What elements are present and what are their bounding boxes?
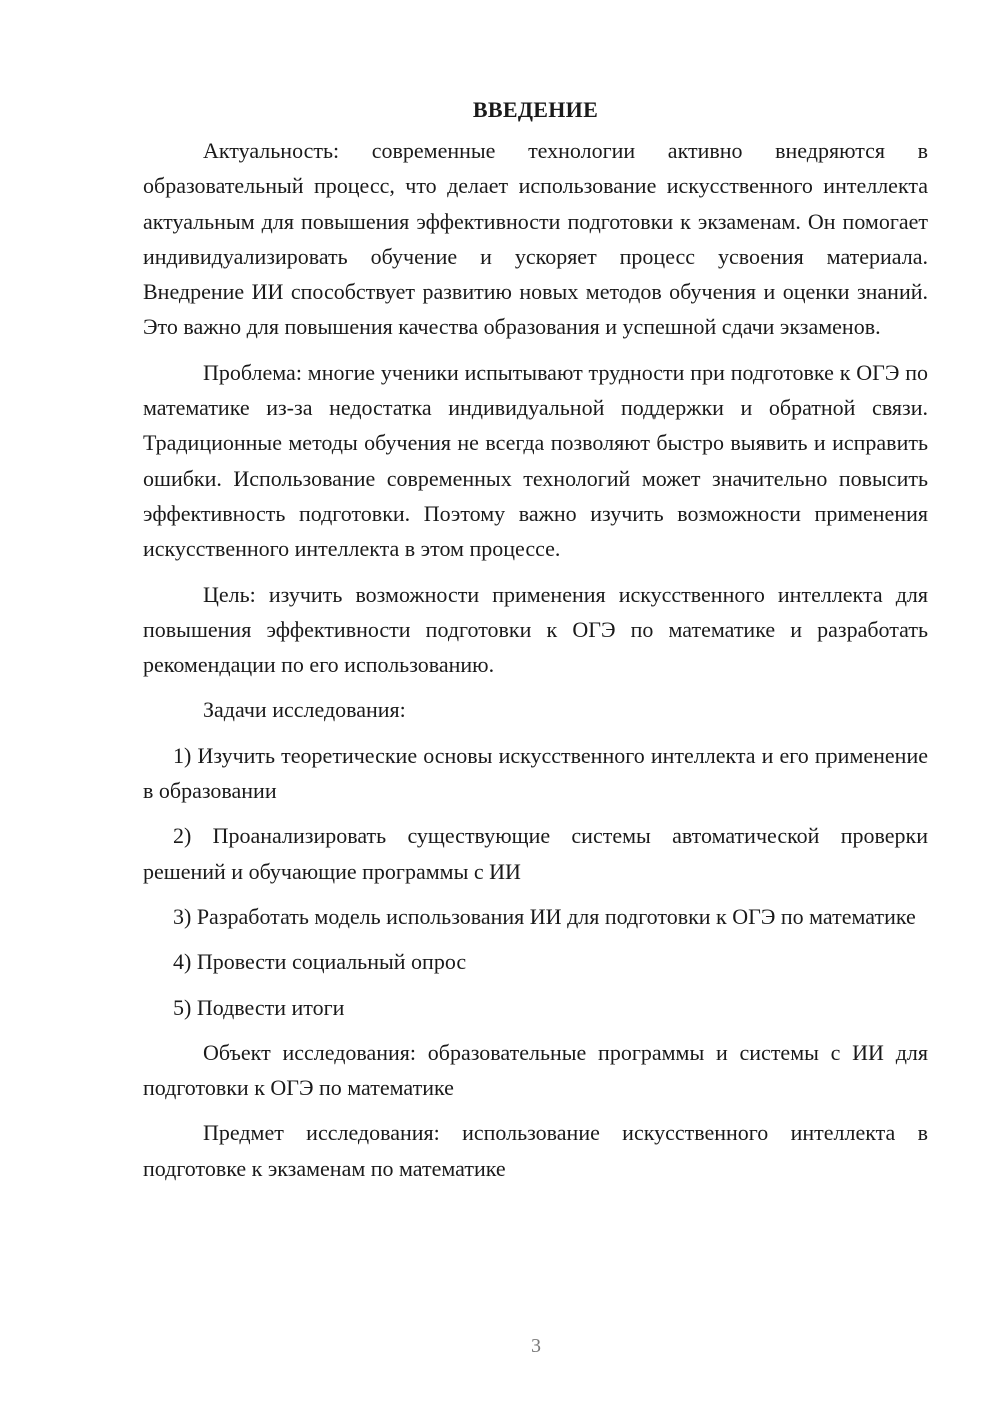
tasks-heading: Задачи исследования: [203,697,406,723]
goal-paragraph: Цель: изучить возможности применения искусственного интеллекта для повышения эффективности подготовки к ОГЭ по математике и разработать рекомендации по его использованию. [143,581,928,678]
section-heading: ВВЕДЕНИЕ [472,97,599,122]
task-item-4: 4) Провести социальный опрос [173,949,467,975]
object-paragraph: Объект исследования: образовательные программы и системы с ИИ для подготовки к ОГЭ по математике [143,1039,928,1101]
relevance-paragraph: Актуальность: современные технологии активно внедряются в образовательный процесс, что делает использование искусственного интеллекта актуальным для повышения эффективности подготовки к экзаменам. Он помогает индивидуализировать обучение и ускоряет процесс усвоения материала. Внедрение ИИ способствует развитию новых методов обучения и оценки знаний. Это важно для повышения качества образования и успешной сдачи экзаменов. [143,138,928,340]
document-page [143,92,928,1196]
task-item-5: 5) Подвести итоги [173,994,345,1020]
subject-paragraph: Предмет исследования: использование искусственного интеллекта в подготовке к экзаменам по математике [143,1120,928,1181]
task-item-3: 3) Разработать модель использования ИИ для подготовки к ОГЭ по математике [173,903,916,929]
task-item-1: 1) Изучить теоретические основы искусственного интеллекта и его применение в образовании [143,742,928,804]
page-number: 3 [531,1335,541,1357]
problem-paragraph: Проблема: многие ученики испытывают трудности при подготовке к ОГЭ по математике из-за недостатка индивидуальной поддержки и обратной связи. Традиционные методы обучения не всегда позволяют быстро выявить и исправить ошибки. Использование современных технологий может значительно повысить эффективность подготовки. Поэтому важно изучить возможности применения искусственного интеллекта в этом процессе. [143,359,928,562]
task-item-2: 2) Проанализировать существующие системы автоматической проверки решений и обучающие программы с ИИ [143,823,928,884]
